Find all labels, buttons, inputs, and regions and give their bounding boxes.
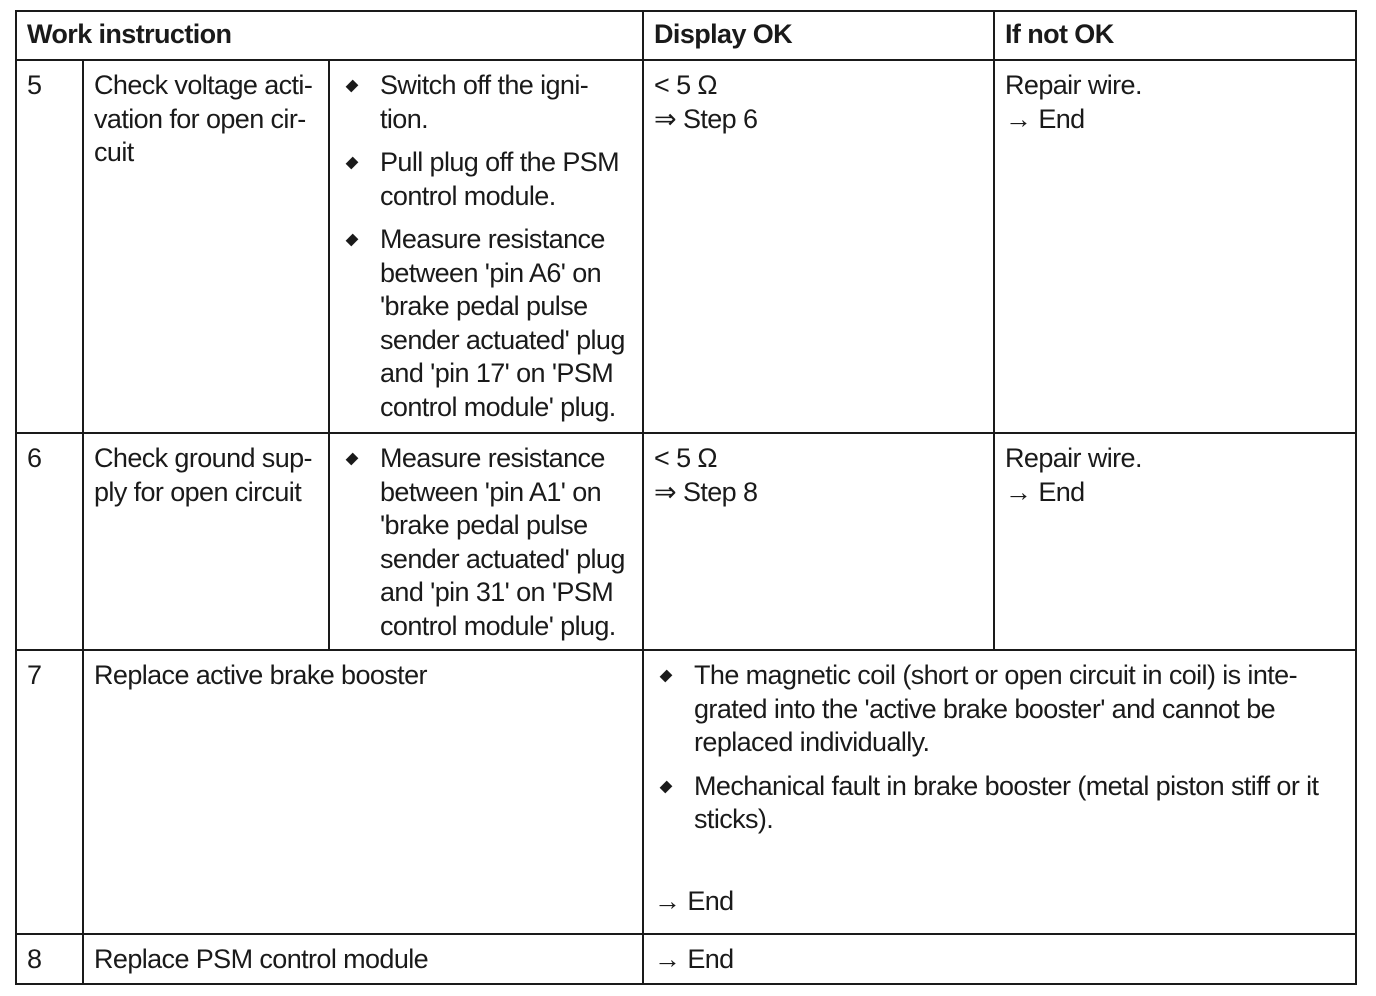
header-work-instruction: Work instruction — [16, 11, 643, 60]
step-number: 8 — [16, 934, 83, 984]
step-result: → End — [643, 934, 1356, 984]
display-ok-next: ⇒ Step 6 — [654, 103, 758, 134]
note-item: Mechanical fault in brake booster (metal piston stiff or it sticks). — [654, 770, 1345, 837]
step-instruction: Replace PSM control module — [83, 934, 643, 984]
display-ok-next: ⇒ Step 8 — [654, 476, 758, 507]
step-notes — [643, 650, 1356, 934]
step-actions — [329, 433, 643, 650]
table-row-step-5 — [16, 60, 1356, 433]
table-row-step-7 — [16, 650, 1356, 934]
work-instruction-table — [15, 10, 1357, 985]
action-item: Pull plug off the PSM control module. — [340, 146, 632, 213]
step-instruction: Replace active brake booster — [83, 650, 643, 934]
step-number: 6 — [16, 433, 83, 650]
table-row-step-6 — [16, 433, 1356, 650]
action-item: Measure resistance between 'pin A1' on 'brake pedal pulse sender actuated' plug and 'pin 31' on 'PSM control module' plug. — [340, 442, 632, 643]
step-check: Check voltage acti-vation for open cir-cuit — [83, 60, 329, 433]
action-item: Measure resistance between 'pin A6' on 'brake pedal pulse sender actuated' plug and 'pin 17' on 'PSM control module' plug. — [340, 223, 632, 424]
step-number: 5 — [16, 60, 83, 433]
diamond-bullet-icon — [346, 80, 359, 93]
display-ok-cell — [643, 60, 994, 433]
note-item: The magnetic coil (short or open circuit in coil) is inte-grated into the 'active brake booster' and cannot be replaced individually. — [654, 659, 1345, 760]
diamond-bullet-icon — [346, 157, 359, 170]
if-not-ok-action: Repair wire. — [1005, 70, 1142, 100]
header-display-ok: Display OK — [643, 11, 994, 60]
if-not-ok-cell — [994, 433, 1356, 650]
table-header-row — [16, 11, 1356, 60]
step-number: 7 — [16, 650, 83, 934]
if-not-ok-next: → End — [1005, 103, 1085, 134]
diamond-bullet-icon — [660, 780, 673, 793]
work-instruction-document — [15, 10, 1357, 985]
action-item: Switch off the igni-tion. — [340, 69, 632, 136]
if-not-ok-next: → End — [1005, 476, 1085, 507]
if-not-ok-action: Repair wire. — [1005, 443, 1142, 473]
step-actions — [329, 60, 643, 433]
step-check: Check ground sup-ply for open circuit — [83, 433, 329, 650]
header-if-not-ok: If not OK — [994, 11, 1356, 60]
display-ok-value: < 5 Ω — [654, 70, 717, 100]
step-result: → End — [654, 885, 734, 916]
diamond-bullet-icon — [346, 453, 359, 466]
display-ok-value: < 5 Ω — [654, 443, 717, 473]
diamond-bullet-icon — [660, 670, 673, 683]
display-ok-cell — [643, 433, 994, 650]
table-row-step-8 — [16, 934, 1356, 984]
diamond-bullet-icon — [346, 234, 359, 247]
if-not-ok-cell — [994, 60, 1356, 433]
